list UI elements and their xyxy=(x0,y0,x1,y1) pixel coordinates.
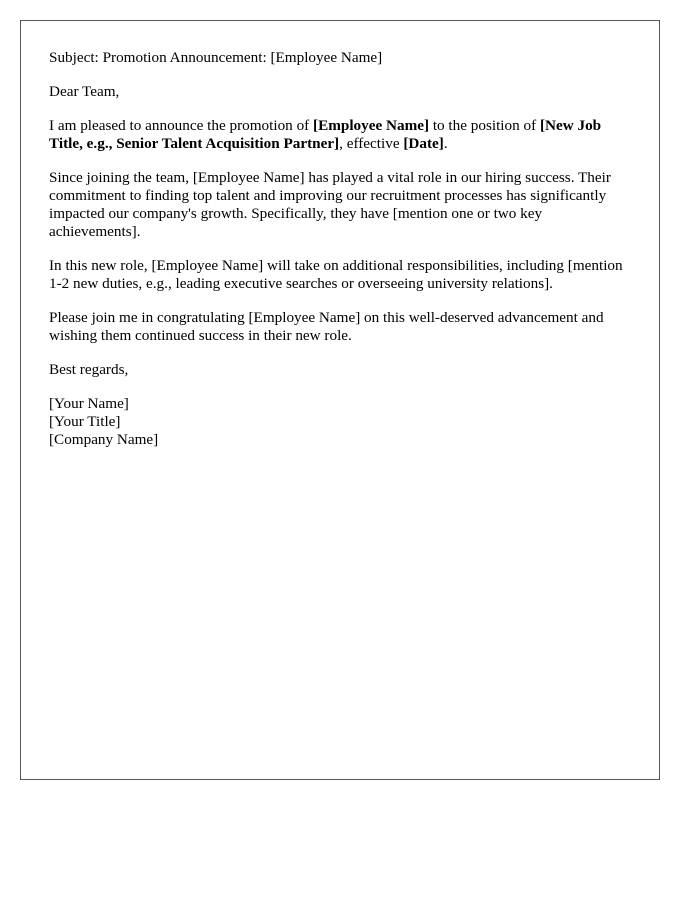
achievements-paragraph: Since joining the team, [Employee Name] has played a vital role in our hiring success. Their commitment to finding top talent and improving our recruitment processes has significantly impacted our company's growth. Specifically, they have [mention one or two key achievements]. xyxy=(49,169,611,240)
signature-block xyxy=(49,395,631,449)
closing-line: Best regards, xyxy=(49,361,129,378)
letter-page xyxy=(20,20,660,780)
announcement-text-3: , effective xyxy=(339,135,404,152)
announcement-text-2: to the position of xyxy=(429,117,540,134)
congratulations-paragraph: Please join me in congratulating [Employee Name] on this well-deserved advancement and wishing them continued success in their new role. xyxy=(49,309,604,344)
announcement-text-1: I am pleased to announce the promotion of xyxy=(49,117,314,134)
subject-line: Subject: Promotion Announcement: [Employee Name] xyxy=(49,49,383,66)
date-placeholder: [Date] xyxy=(403,135,444,152)
new-role-paragraph: In this new role, [Employee Name] will take on additional responsibilities, including [mention 1-2 new duties, e.g., leading executive searches or overseeing university relations]. xyxy=(49,257,623,292)
announcement-paragraph xyxy=(49,117,631,153)
signature-title: [Your Title] xyxy=(49,413,121,430)
employee-name-placeholder: [Employee Name] xyxy=(313,117,430,134)
job-title-placeholder: [New Job Title, e.g., Senior Talent Acquisition Partner] xyxy=(49,117,602,152)
announcement-text-4: . xyxy=(443,135,448,152)
greeting: Dear Team, xyxy=(49,83,120,100)
signature-company: [Company Name] xyxy=(49,431,159,448)
signature-name: [Your Name] xyxy=(49,395,129,412)
